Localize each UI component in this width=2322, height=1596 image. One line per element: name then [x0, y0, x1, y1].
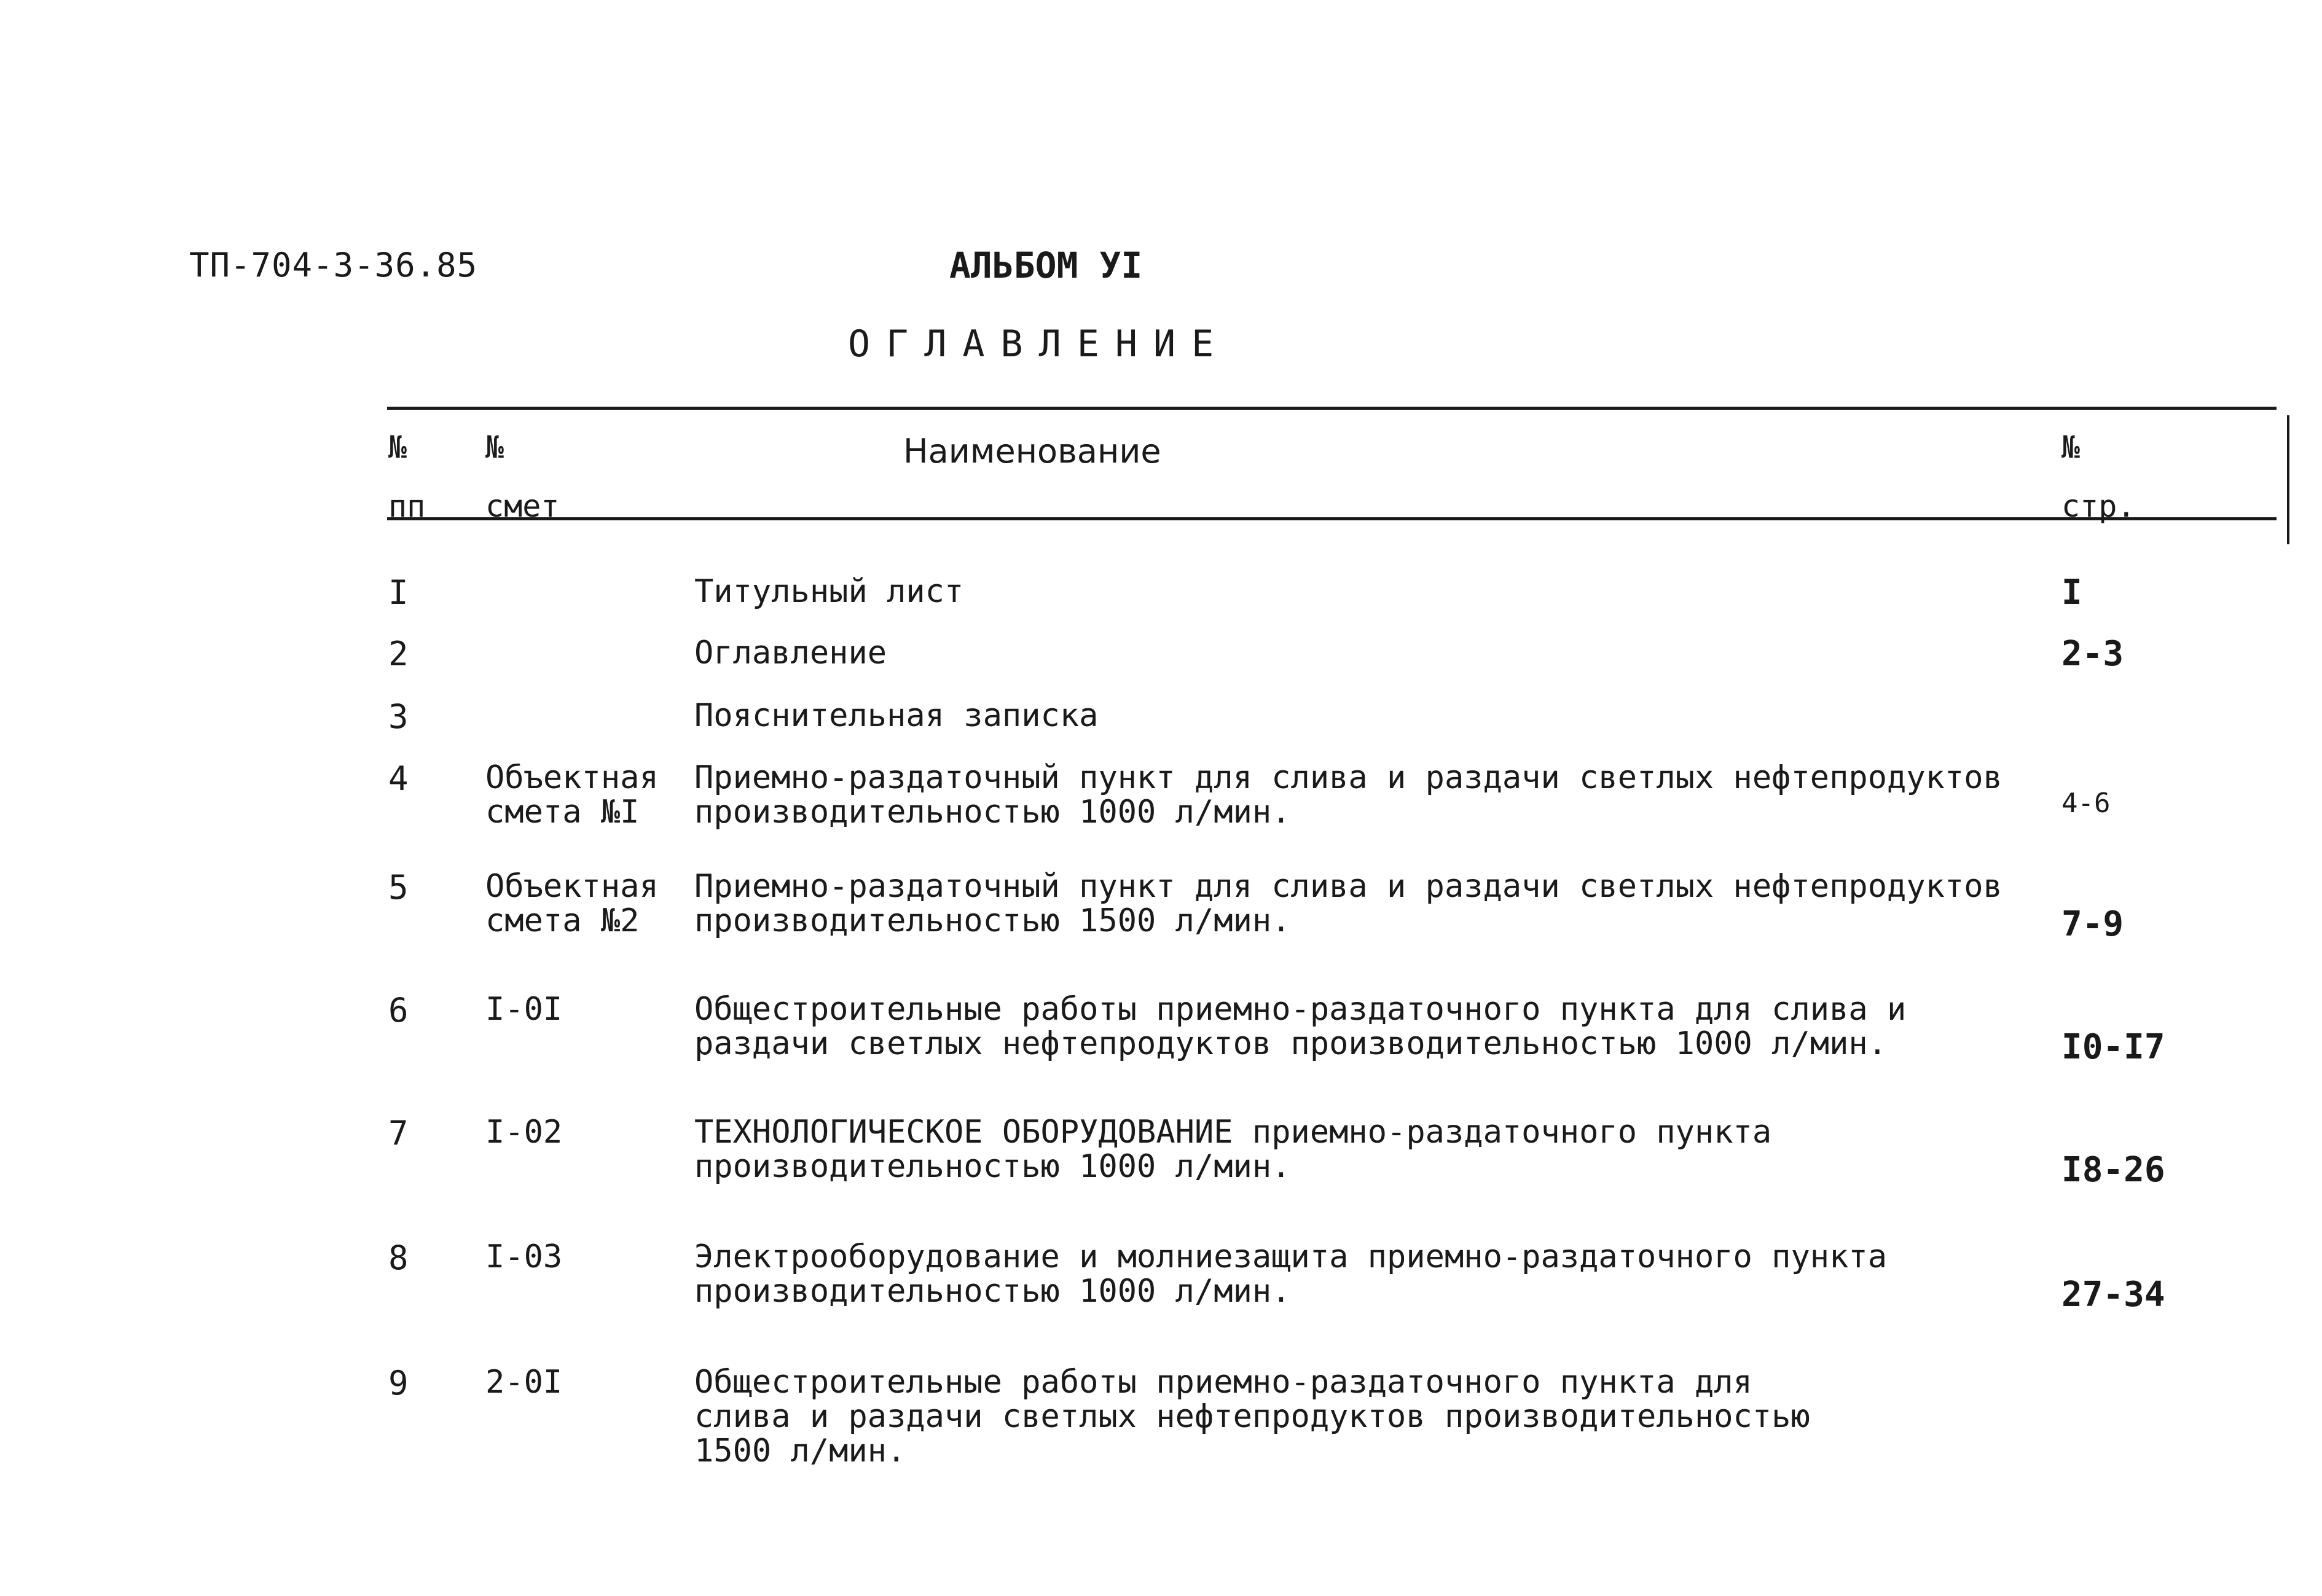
row-page: I8-26 — [2061, 1150, 2165, 1190]
row-num: 8 — [388, 1238, 409, 1277]
row-name: Приемно-раздаточный пункт для слива и раздачи светлых нефтепродуктов производительностью 1500 л/мин. — [694, 868, 2002, 939]
row-smet: 2-0I — [485, 1364, 563, 1401]
header-name: Наименование — [903, 432, 1161, 471]
row-name: Электрооборудование и молниезащита приемно-раздаточного пункта производительностью 1000 л/мин. — [694, 1238, 1888, 1310]
row-smet: I-0I — [485, 991, 563, 1028]
header-num-label: пп — [388, 488, 426, 524]
row-name: Общестроительные работы приемно-раздаточного пункта для слива и раздачи светлых нефтепродуктов производительностью 1500 л/мин. — [694, 1364, 1810, 1469]
document-code: ТП-704-3-36.85 — [189, 246, 478, 284]
header-num-symbol: № — [388, 429, 407, 465]
row-name: Приемно-раздаточный пункт для слива и раздачи светлых нефтепродуктов производительностью 1000 л/мин. — [694, 759, 2002, 831]
row-page: 2-3 — [2061, 634, 2124, 674]
row-name: Титульный лист — [694, 573, 964, 610]
row-num: 7 — [388, 1114, 409, 1152]
row-num: 5 — [388, 868, 409, 907]
album-title: АЛЬБОМ УI — [949, 244, 1143, 286]
header-smet-label: смет — [485, 488, 560, 524]
table-header-rule — [387, 517, 2277, 520]
row-num: 3 — [388, 697, 409, 736]
row-smet: I-02 — [485, 1114, 563, 1151]
row-smet: I-03 — [485, 1238, 563, 1275]
header-page-symbol: № — [2061, 429, 2081, 465]
row-name: ТЕХНОЛОГИЧЕСКОЕ ОБОРУДОВАНИЕ приемно-раздаточного пункта производительностью 1000 л/мин. — [694, 1114, 1772, 1185]
row-num: 4 — [388, 759, 409, 798]
row-name: Общестроительные работы приемно-раздаточного пункта для слива и раздачи светлых нефтепродуктов производительностью 1000 л/мин. — [694, 991, 1907, 1062]
header-page — [2061, 418, 2135, 536]
table-right-edge — [2287, 415, 2289, 544]
header-num — [388, 418, 425, 536]
header-smet-symbol: № — [485, 429, 504, 465]
row-name: Оглавление — [694, 635, 887, 671]
row-page: I0-I7 — [2061, 1027, 2165, 1067]
row-num: 2 — [388, 635, 409, 673]
row-page: 27-34 — [2061, 1275, 2165, 1315]
row-num: 9 — [388, 1364, 409, 1402]
row-smet: Объектная смета №2 — [485, 868, 659, 939]
row-num: I — [388, 573, 409, 612]
table-top-rule — [387, 407, 2277, 410]
row-page: 7-9 — [2061, 904, 2124, 944]
toc-title: ОГЛАВЛЕНИЕ — [848, 323, 1230, 366]
header-page-label: стр. — [2061, 488, 2136, 524]
row-page: 4-6 — [2061, 788, 2111, 819]
row-smet: Объектная смета №I — [485, 759, 659, 831]
row-name: Пояснительная записка — [694, 697, 1099, 734]
header-smet — [485, 418, 559, 536]
row-page: I — [2061, 573, 2082, 612]
row-num: 6 — [388, 991, 409, 1030]
